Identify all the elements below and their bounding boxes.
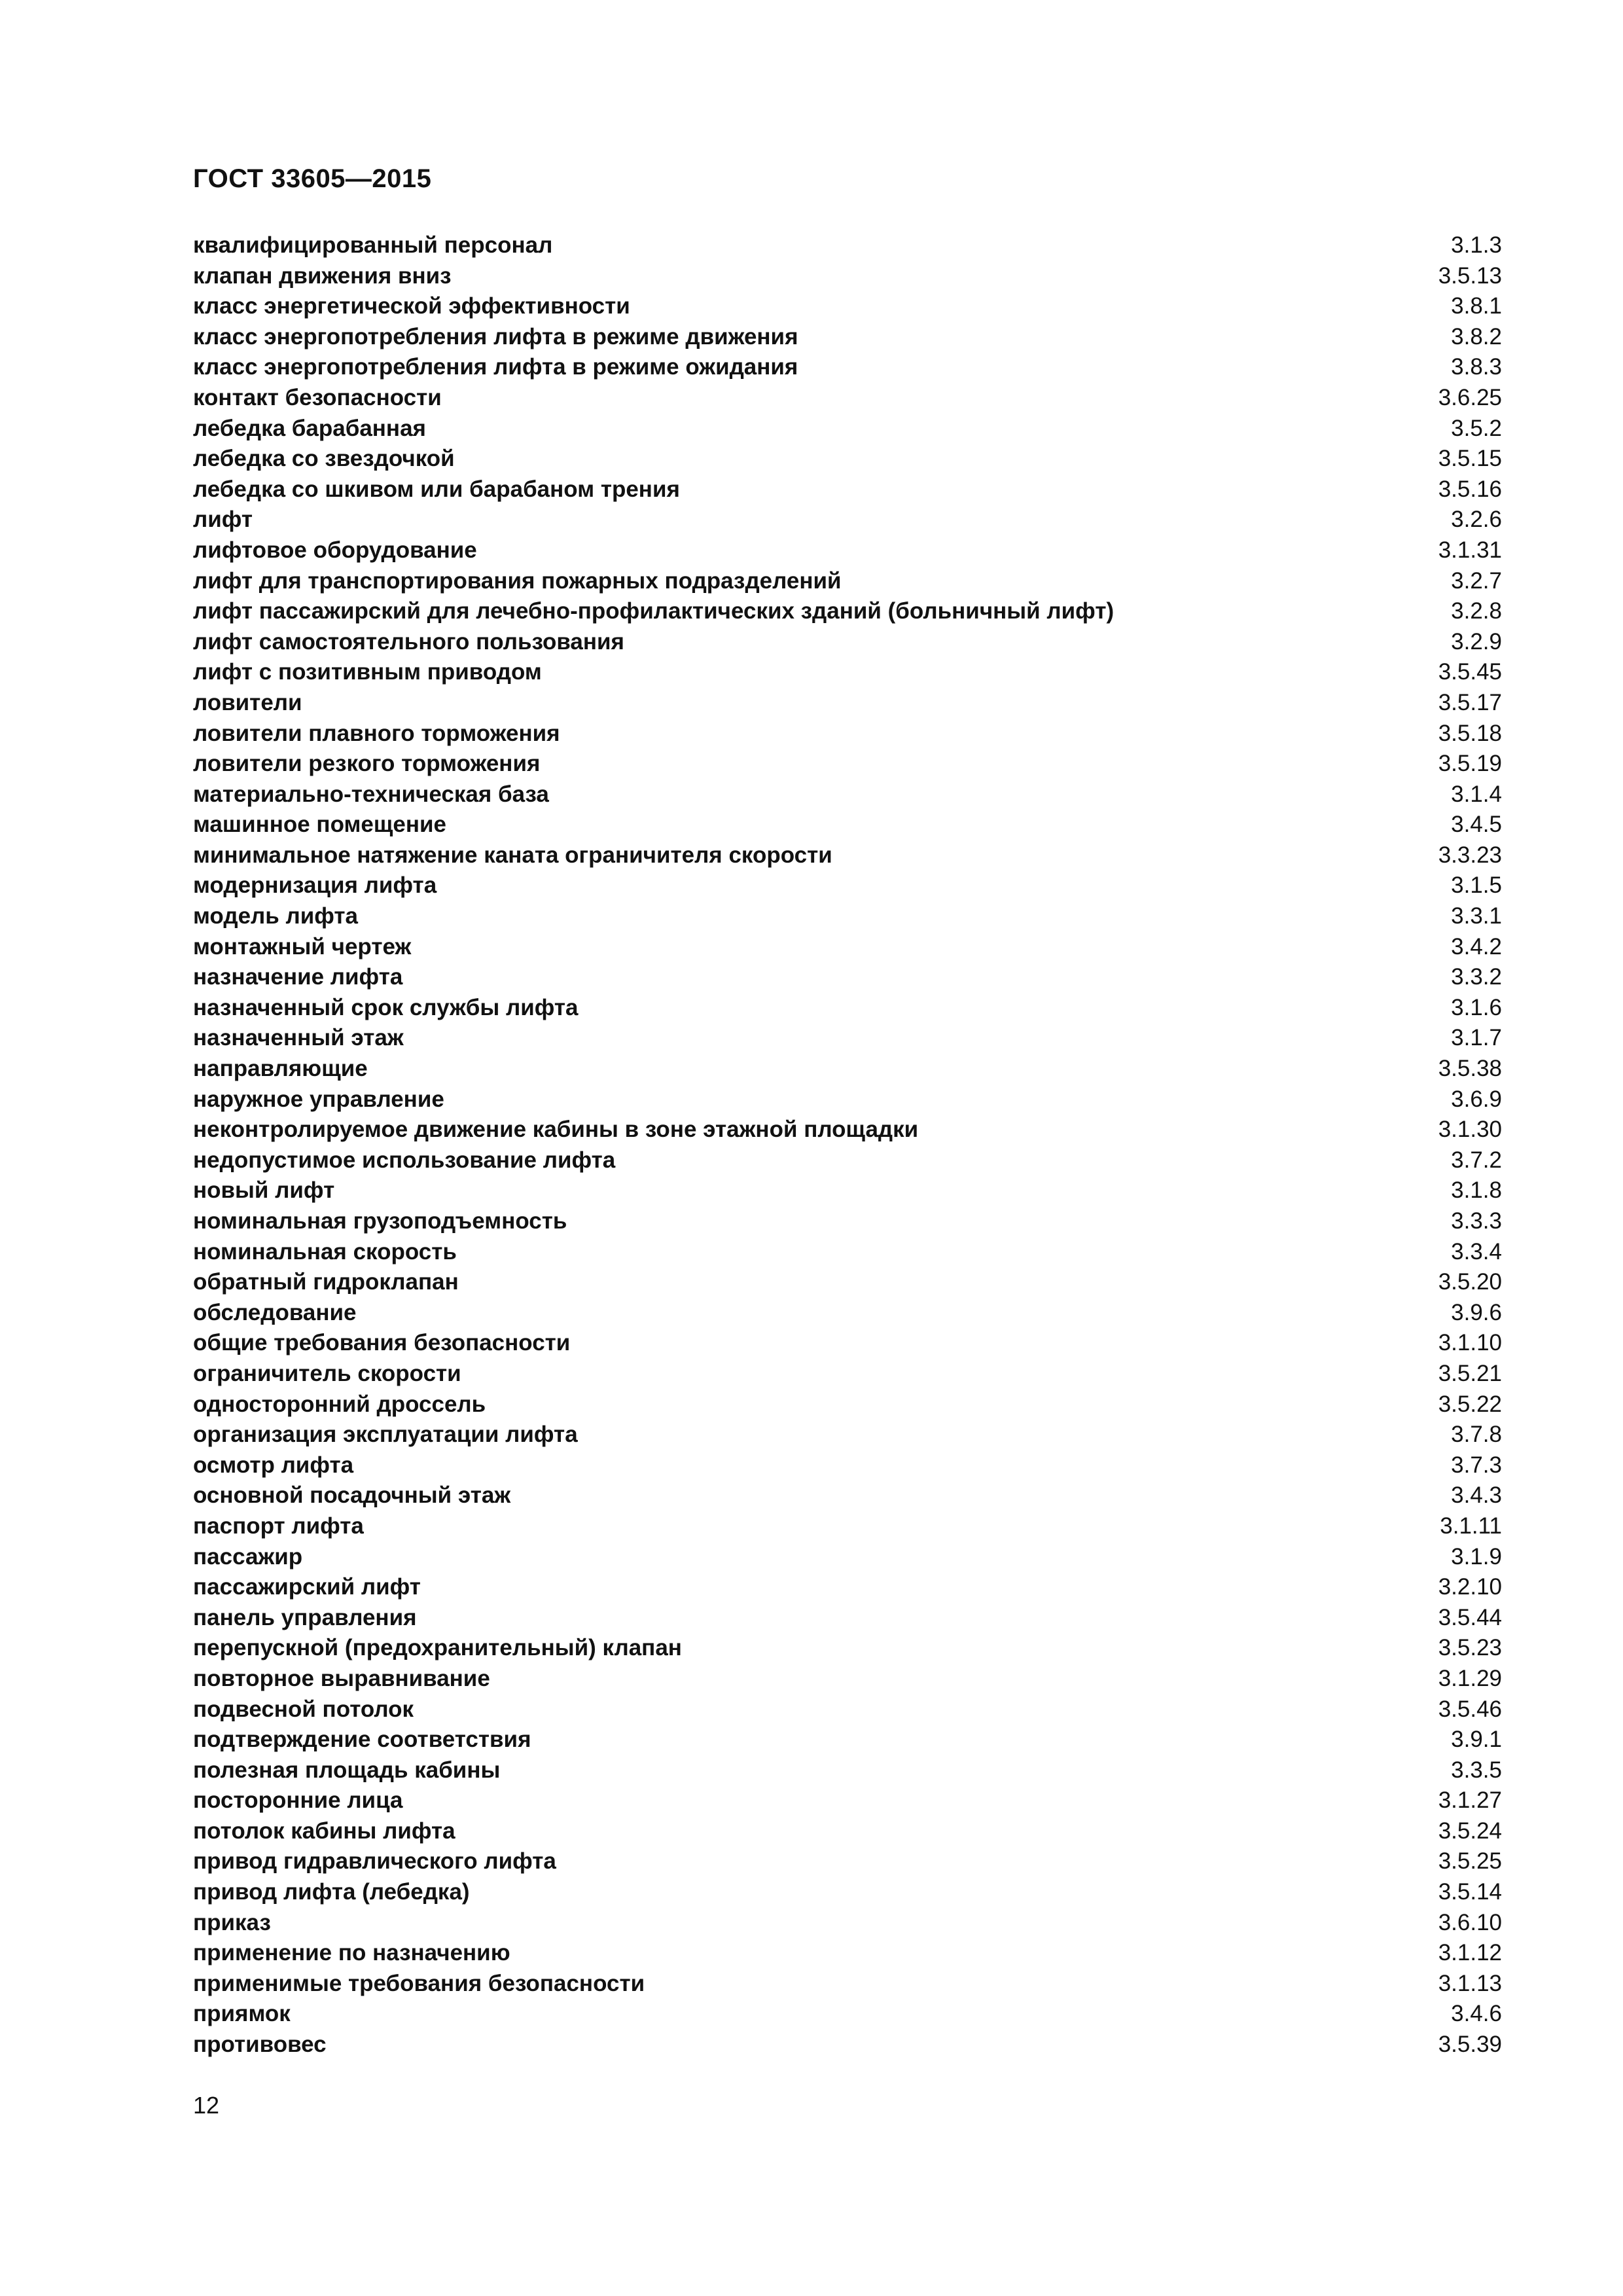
index-term: машинное помещение <box>193 812 446 838</box>
index-term: квалифицированный персонал <box>193 232 553 258</box>
index-term: номинальная грузоподъемность <box>193 1208 567 1234</box>
index-entry <box>193 1390 1502 1420</box>
index-term: применение по назначению <box>193 1940 510 1966</box>
index-section-ref: 3.8.3 <box>1451 354 1502 380</box>
index-term: паспорт лифта <box>193 1513 364 1539</box>
index-term: применимые требования безопасности <box>193 1970 645 1996</box>
index-term: подвесной потолок <box>193 1696 414 1722</box>
index-section-ref: 3.6.10 <box>1438 1909 1502 1935</box>
index-term: повторное выравнивание <box>193 1665 490 1691</box>
index-entry <box>193 352 1502 383</box>
index-section-ref: 3.1.30 <box>1438 1117 1502 1143</box>
index-section-ref: 3.1.29 <box>1438 1665 1502 1691</box>
index-entry <box>193 475 1502 505</box>
index-entry <box>193 627 1502 658</box>
index-entry <box>193 566 1502 597</box>
index-term: направляющие <box>193 1056 368 1082</box>
index-term: приямок <box>193 2001 291 2027</box>
index-term: материально-техническая база <box>193 781 549 807</box>
index-section-ref: 3.6.25 <box>1438 384 1502 410</box>
index-section-ref: 3.5.18 <box>1438 720 1502 746</box>
index-term: перепускной (предохранительный) клапан <box>193 1635 682 1661</box>
index-entry <box>193 810 1502 840</box>
index-section-ref: 3.3.2 <box>1451 964 1502 990</box>
index-section-ref: 3.5.45 <box>1438 659 1502 685</box>
index-entry <box>193 1542 1502 1573</box>
index-section-ref: 3.2.7 <box>1451 567 1502 594</box>
index-term: контакт безопасности <box>193 384 442 410</box>
index-section-ref: 3.5.21 <box>1438 1360 1502 1386</box>
index-term: новый лифт <box>193 1177 335 1204</box>
index-section-ref: 3.3.5 <box>1451 1757 1502 1783</box>
index-section-ref: 3.5.25 <box>1438 1848 1502 1874</box>
index-entry <box>193 1023 1502 1054</box>
page-title: ГОСТ 33605—2015 <box>193 164 432 193</box>
index-entry <box>193 1603 1502 1634</box>
index-entry <box>193 749 1502 780</box>
index-term: номинальная скорость <box>193 1238 457 1265</box>
index-term: класс энергопотребления лифта в режиме ожидания <box>193 354 798 380</box>
index-section-ref: 3.6.9 <box>1451 1086 1502 1112</box>
index-term: подтверждение соответствия <box>193 1727 531 1753</box>
index-section-ref: 3.1.8 <box>1451 1177 1502 1204</box>
index-section-ref: 3.2.10 <box>1438 1574 1502 1600</box>
index-term: панель управления <box>193 1604 417 1630</box>
index-term: лебедка со звездочкой <box>193 446 455 472</box>
index-entry <box>193 505 1502 535</box>
index-section-ref: 3.5.13 <box>1438 262 1502 289</box>
index-entry <box>193 1664 1502 1695</box>
index-section-ref: 3.5.20 <box>1438 1269 1502 1295</box>
index-section-ref: 3.7.2 <box>1451 1147 1502 1173</box>
index-section-ref: 3.4.5 <box>1451 812 1502 838</box>
index-entry <box>193 1633 1502 1664</box>
index-entry <box>193 962 1502 993</box>
index-entry <box>193 383 1502 414</box>
index-term: привод гидравлического лифта <box>193 1848 556 1874</box>
index-entry <box>193 719 1502 749</box>
index-term: осмотр лифта <box>193 1452 354 1478</box>
index-term: назначенный срок службы лифта <box>193 994 579 1020</box>
index-entry <box>193 2030 1502 2060</box>
index-section-ref: 3.5.16 <box>1438 476 1502 502</box>
index-term: класс энергопотребления лифта в режиме движения <box>193 323 798 350</box>
index-term: ловители плавного торможения <box>193 720 560 746</box>
index-section-ref: 3.5.2 <box>1451 415 1502 441</box>
index-entry <box>193 870 1502 901</box>
index-entry <box>193 688 1502 719</box>
index-entry <box>193 535 1502 566</box>
index-term: пассажирский лифт <box>193 1574 421 1600</box>
index-term: монтажный чертеж <box>193 933 412 960</box>
index-section-ref: 3.5.24 <box>1438 1818 1502 1844</box>
index-entry <box>193 1877 1502 1908</box>
index-section-ref: 3.7.3 <box>1451 1452 1502 1478</box>
index-entry <box>193 1450 1502 1481</box>
index-section-ref: 3.5.39 <box>1438 2032 1502 2058</box>
index-entry <box>193 1725 1502 1755</box>
index-term: организация эксплуатации лифта <box>193 1422 578 1448</box>
index-entry <box>193 1816 1502 1847</box>
index-entry <box>193 1359 1502 1390</box>
index-section-ref: 3.1.7 <box>1451 1025 1502 1051</box>
index-term: лифт для транспортирования пожарных подразделений <box>193 567 842 594</box>
index-entry <box>193 1969 1502 2000</box>
index-section-ref: 3.4.2 <box>1451 933 1502 960</box>
index-term: пассажир <box>193 1543 303 1570</box>
index-entry <box>193 230 1502 261</box>
index-entry <box>193 444 1502 475</box>
index-section-ref: 3.1.31 <box>1438 537 1502 563</box>
index-section-ref: 3.5.44 <box>1438 1604 1502 1630</box>
index-term: обратный гидроклапан <box>193 1269 459 1295</box>
index-section-ref: 3.5.17 <box>1438 689 1502 715</box>
index-term: потолок кабины лифта <box>193 1818 455 1844</box>
index-entry <box>193 322 1502 353</box>
index-section-ref: 3.5.19 <box>1438 751 1502 777</box>
index-term: неконтролируемое движение кабины в зоне этажной площадки <box>193 1117 919 1143</box>
index-term: лифт с позитивным приводом <box>193 659 542 685</box>
index-entry <box>193 1420 1502 1450</box>
index-section-ref: 3.8.1 <box>1451 293 1502 319</box>
index-section-ref: 3.3.1 <box>1451 903 1502 929</box>
index-section-ref: 3.1.13 <box>1438 1970 1502 1996</box>
index-section-ref: 3.5.46 <box>1438 1696 1502 1722</box>
index-section-ref: 3.2.6 <box>1451 507 1502 533</box>
index-entry <box>193 657 1502 688</box>
index-entry <box>193 1085 1502 1115</box>
index-section-ref: 3.3.3 <box>1451 1208 1502 1234</box>
index-term: общие требования безопасности <box>193 1330 571 1356</box>
index-entry <box>193 780 1502 810</box>
index-term: приказ <box>193 1909 271 1935</box>
index-section-ref: 3.5.23 <box>1438 1635 1502 1661</box>
index-term: лебедка барабанная <box>193 415 426 441</box>
index-section-ref: 3.1.5 <box>1451 872 1502 899</box>
index-section-ref: 3.7.8 <box>1451 1422 1502 1448</box>
index-entry <box>193 1511 1502 1542</box>
index-entry <box>193 414 1502 444</box>
index-section-ref: 3.5.38 <box>1438 1056 1502 1082</box>
index-term: недопустимое использование лифта <box>193 1147 616 1173</box>
index-term: посторонние лица <box>193 1787 403 1814</box>
index-term: лифт самостоятельного пользования <box>193 628 624 655</box>
index-entry <box>193 1054 1502 1085</box>
index-term: ловители <box>193 689 302 715</box>
index-entry <box>193 901 1502 932</box>
index-term: класс энергетической эффективности <box>193 293 630 319</box>
index-entry <box>193 1480 1502 1511</box>
index-entry <box>193 291 1502 322</box>
index-section-ref: 3.9.1 <box>1451 1727 1502 1753</box>
index-entry <box>193 1206 1502 1237</box>
index-entry <box>193 1328 1502 1359</box>
index-entry <box>193 1115 1502 1145</box>
index-entry <box>193 1908 1502 1939</box>
index-entry <box>193 1938 1502 1969</box>
index-term: ловители резкого торможения <box>193 751 541 777</box>
index-section-ref: 3.3.4 <box>1451 1238 1502 1265</box>
index-term: полезная площадь кабины <box>193 1757 501 1783</box>
index-term: лебедка со шкивом или барабаном трения <box>193 476 680 502</box>
index-term: наружное управление <box>193 1086 444 1112</box>
index-entry <box>193 1267 1502 1298</box>
index-term: назначение лифта <box>193 964 403 990</box>
index-section-ref: 3.1.9 <box>1451 1543 1502 1570</box>
index-entry <box>193 1298 1502 1329</box>
index-term: назначенный этаж <box>193 1025 404 1051</box>
index-term: модернизация лифта <box>193 872 437 899</box>
index-term: лифт пассажирский для лечебно-профилактических зданий (больничный лифт) <box>193 598 1115 624</box>
index-entry <box>193 1785 1502 1816</box>
index-section-ref: 3.1.4 <box>1451 781 1502 807</box>
index-term: противовес <box>193 2032 327 2058</box>
index-section-ref: 3.1.11 <box>1440 1513 1502 1539</box>
index-term: клапан движения вниз <box>193 262 452 289</box>
index-entry <box>193 840 1502 871</box>
index-section-ref: 3.3.23 <box>1438 842 1502 868</box>
index-entry <box>193 1237 1502 1268</box>
index-section-ref: 3.5.15 <box>1438 446 1502 472</box>
index-entry <box>193 993 1502 1024</box>
index-section-ref: 3.1.27 <box>1438 1787 1502 1814</box>
index-term: лифтовое оборудование <box>193 537 477 563</box>
index-entry <box>193 1999 1502 2030</box>
index-entry <box>193 1755 1502 1786</box>
index-section-ref: 3.5.14 <box>1438 1879 1502 1905</box>
index-term: односторонний дроссель <box>193 1391 486 1417</box>
index-section-ref: 3.1.6 <box>1451 994 1502 1020</box>
index-section-ref: 3.1.3 <box>1451 232 1502 258</box>
index-term: привод лифта (лебедка) <box>193 1879 470 1905</box>
index-entry <box>193 1145 1502 1176</box>
index-section-ref: 3.1.12 <box>1438 1940 1502 1966</box>
index-section-ref: 3.9.6 <box>1451 1299 1502 1325</box>
index-entry <box>193 1572 1502 1603</box>
index-section-ref: 3.2.9 <box>1451 628 1502 655</box>
index-entry <box>193 1175 1502 1206</box>
index-term: минимальное натяжение каната ограничителя скорости <box>193 842 832 868</box>
index-section-ref: 3.5.22 <box>1438 1391 1502 1417</box>
term-index-list <box>193 230 1502 2060</box>
index-entry <box>193 261 1502 292</box>
index-section-ref: 3.8.2 <box>1451 323 1502 350</box>
index-entry <box>193 596 1502 627</box>
page-number: 12 <box>193 2092 220 2119</box>
index-section-ref: 3.4.6 <box>1451 2001 1502 2027</box>
index-term: лифт <box>193 507 253 533</box>
index-entry <box>193 1695 1502 1725</box>
index-section-ref: 3.1.10 <box>1438 1330 1502 1356</box>
index-section-ref: 3.4.3 <box>1451 1482 1502 1509</box>
index-term: модель лифта <box>193 903 359 929</box>
index-entry <box>193 932 1502 963</box>
index-term: обследование <box>193 1299 357 1325</box>
index-term: ограничитель скорости <box>193 1360 461 1386</box>
index-section-ref: 3.2.8 <box>1451 598 1502 624</box>
index-entry <box>193 1846 1502 1877</box>
index-term: основной посадочный этаж <box>193 1482 511 1509</box>
